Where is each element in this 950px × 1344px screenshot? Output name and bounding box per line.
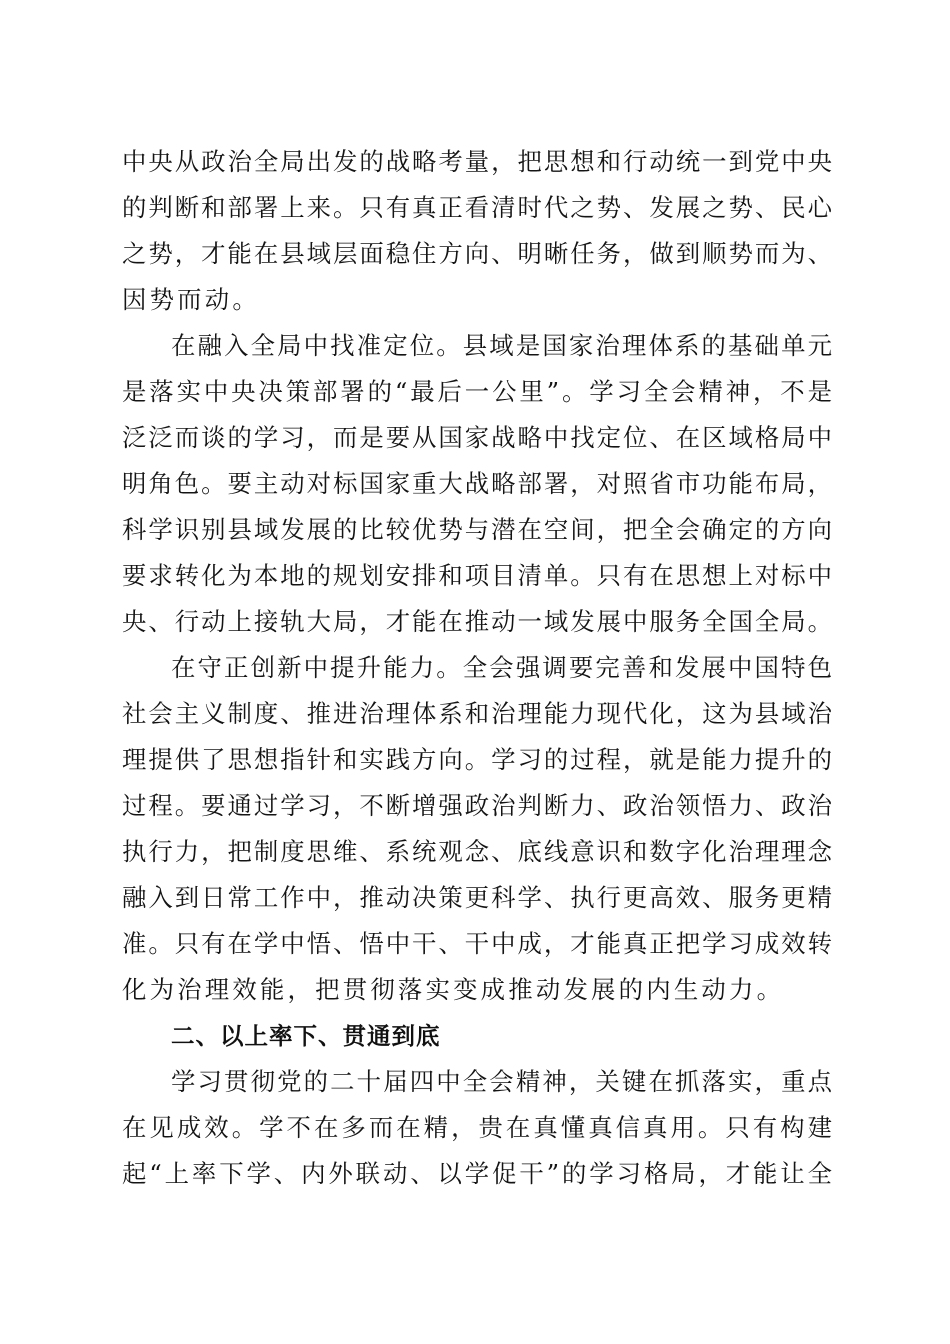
text-line: 学习贯彻党的二十届四中全会精神，关键在抓落实，重点 [171, 1067, 832, 1096]
text-line: 是落实中央决策部署的“最后一公里”。学习全会精神，不是 [122, 377, 832, 406]
text-line: 央、行动上接轨大局，才能在推动一域发展中服务全国全局。 [122, 607, 832, 636]
text-line: 准。只有在学中悟、悟中干、干中成，才能真正把学习成效转 [122, 929, 832, 958]
text-line: 化为治理效能，把贯彻落实变成推动发展的内生动力。 [122, 975, 785, 1004]
text-line: 中央从政治全局出发的战略考量，把思想和行动统一到党中央 [122, 147, 832, 176]
text-line: 在融入全局中找准定位。县域是国家治理体系的基础单元 [171, 331, 832, 360]
text-line: 理提供了思想指针和实践方向。学习的过程，就是能力提升的 [122, 745, 832, 774]
text-line: 在守正创新中提升能力。全会强调要完善和发展中国特色 [171, 653, 832, 682]
section-heading: 二、以上率下、贯通到底 [171, 1022, 441, 1050]
text-line: 要求转化为本地的规划安排和项目清单。只有在思想上对标中 [122, 561, 832, 590]
text-line: 科学识别县域发展的比较优势与潜在空间，把全会确定的方向 [122, 515, 832, 544]
text-line: 的判断和部署上来。只有真正看清时代之势、发展之势、民心 [122, 193, 832, 222]
text-line: 融入到日常工作中，推动决策更科学、执行更高效、服务更精 [122, 883, 832, 912]
text-line: 因势而动。 [122, 285, 260, 314]
text-line: 过程。要通过学习，不断增强政治判断力、政治领悟力、政治 [122, 791, 832, 820]
text-line: 执行力，把制度思维、系统观念、底线意识和数字化治理理念 [122, 837, 832, 866]
text-line: 泛泛而谈的学习，而是要从国家战略中找定位、在区域格局中 [122, 423, 832, 452]
text-line: 起“上率下学、内外联动、以学促干”的学习格局，才能让全 [122, 1159, 832, 1188]
text-line: 社会主义制度、推进治理体系和治理能力现代化，这为县域治 [122, 699, 832, 728]
text-line: 之势，才能在县域层面稳住方向、明晰任务，做到顺势而为、 [122, 239, 832, 268]
text-line: 明角色。要主动对标国家重大战略部署，对照省市功能布局， [122, 469, 832, 498]
text-line: 在见成效。学不在多而在精，贵在真懂真信真用。只有构建 [122, 1113, 832, 1142]
